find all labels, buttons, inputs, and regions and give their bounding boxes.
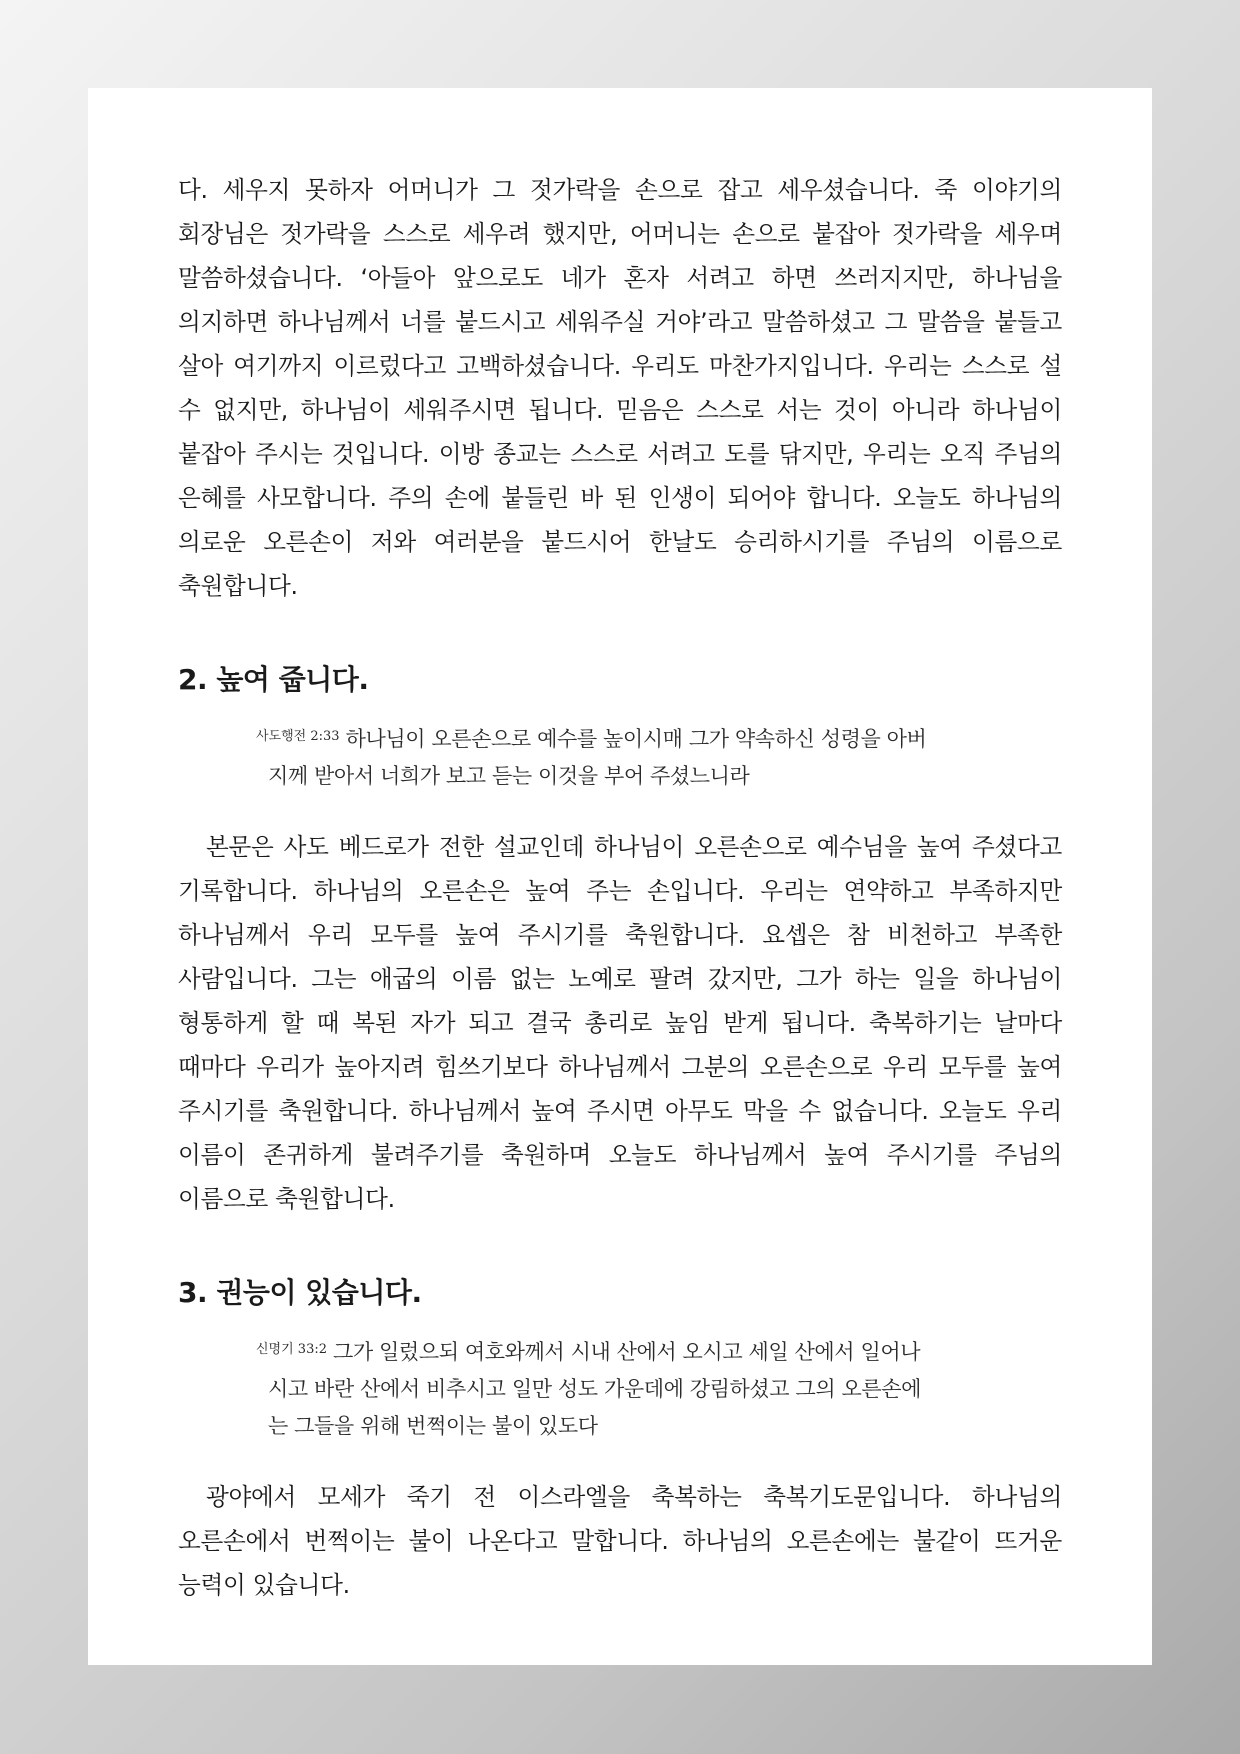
scripture-line: 는 그들을 위해 번쩍이는 불이 있도다	[268, 1414, 598, 1438]
scripture-quote	[178, 718, 1062, 795]
document-page	[88, 88, 1152, 1665]
scripture-line: 하나님이 오른손으로 예수를 높이시매 그가 약속하신 성령을 아버	[345, 727, 927, 751]
body-paragraph: 다. 세우지 못하자 어머니가 그 젓가락을 손으로 잡고 세우셨습니다. 죽 이야기의 회장님은 젓가락을 스스로 세우려 했지만, 어머니는 손으로 붙잡아 젓가락을 세우며 말씀하셨습니다. ‘아들아 앞으로도 네가 혼자 서려고 하면 쓰러지지만, 하나님을 의지하면 하나님께서 너를 붙드시고 세워주실 거야’라고 말씀하셨고 그 말씀을 붙들고 살아 여기까지 이르렀다고 고백하셨습니다. 우리도 마찬가지입니다. 우리는 스스로 설 수 없지만, 하나님이 세워주시면 됩니다. 믿음은 스스로 서는 것이 아니라 하나님이 붙잡아 주시는 것입니다. 이방 종교는 스스로 서려고 도를 닦지만, 우리는 오직 주님의 은혜를 사모합니다. 주의 손에 붙들린 바 된 인생이 되어야 합니다. 오늘도 하나님의 의로운 오른손이 저와 여러분을 붙드시어 한날도 승리하시기를 주님의 이름으로 축원합니다.	[178, 176, 1062, 600]
scripture-line: 시고 바란 산에서 비추시고 일만 성도 가운데에 강림하셨고 그의 오른손에	[268, 1377, 922, 1401]
section-heading: 3. 권능이 있습니다.	[178, 1276, 422, 1309]
body-paragraph: 광야에서 모세가 죽기 전 이스라엘을 축복하는 축복기도문입니다. 하나님의 오른손에서 번쩍이는 불이 나온다고 말합니다. 하나님의 오른손에는 불같이 뜨거운 능력이 있습니다.	[178, 1483, 1062, 1599]
scripture-quote	[178, 1331, 1062, 1445]
scripture-line: 그가 일렀으되 여호와께서 시내 산에서 오시고 세일 산에서 일어나	[333, 1340, 921, 1364]
scripture-line: 지께 받아서 너희가 보고 듣는 이것을 부어 주셨느니라	[268, 764, 750, 788]
section-heading: 2. 높여 줍니다.	[178, 663, 369, 696]
body-paragraph: 본문은 사도 베드로가 전한 설교인데 하나님이 오른손으로 예수님을 높여 주셨다고 기록합니다. 하나님의 오른손은 높여 주는 손입니다. 우리는 연약하고 부족하지만 하나님께서 우리 모두를 높여 주시기를 축원합니다. 요셉은 참 비천하고 부족한 사람입니다. 그는 애굽의 이름 없는 노예로 팔려 갔지만, 그가 하는 일을 하나님이 형통하게 할 때 복된 자가 되고 결국 총리로 높임 받게 됩니다. 축복하기는 날마다 때마다 우리가 높아지려 힘쓰기보다 하나님께서 그분의 오른손으로 우리 모두를 높여 주시기를 축원합니다. 하나님께서 높여 주시면 아무도 막을 수 없습니다. 오늘도 우리 이름이 존귀하게 불려주기를 축원하며 오늘도 하나님께서 높여 주시기를 주님의 이름으로 축원합니다.	[178, 833, 1062, 1213]
scripture-reference: 사도행전 2:33	[256, 729, 340, 744]
scripture-reference: 신명기 33:2	[256, 1342, 327, 1357]
